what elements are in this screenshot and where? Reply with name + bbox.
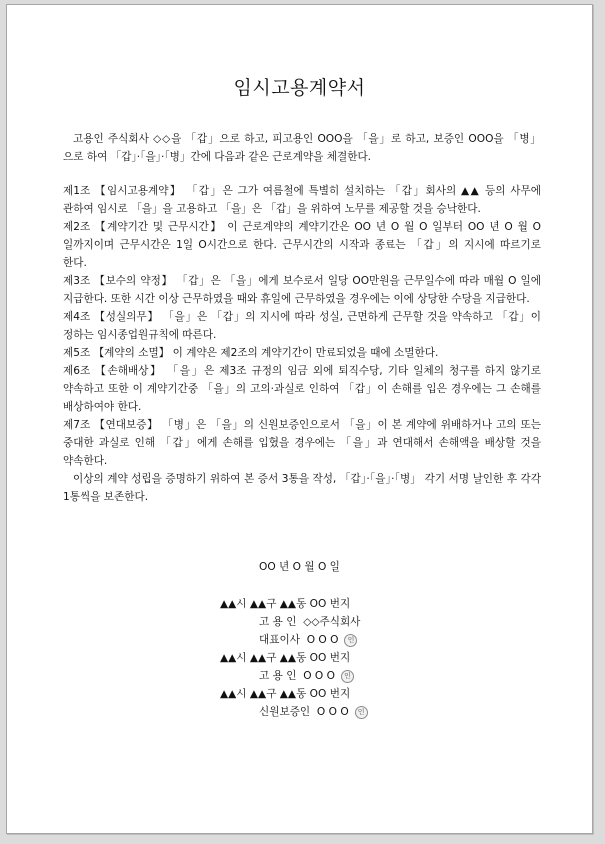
article-4 [63, 308, 541, 344]
article-text: 「을」은 「갑」의 지시에 따라 성실, 근면하게 근무할 것을 약속하고 「갑」이 정하는 임시종업원규칙에 따른다. [63, 311, 541, 341]
employer-line [259, 613, 360, 631]
document-page [6, 4, 593, 834]
representative-label: 대표이사 [259, 634, 300, 646]
article-6 [63, 362, 541, 416]
article-label: 제3조 【보수의 약정】 [63, 275, 173, 287]
seal-icon: 인 [344, 634, 357, 647]
article-text: 이 근로계약의 계약기간은 OO 년 O 월 O 일부터 OO 년 O 월 O 일까지이며 근무시간은 1일 O시간으로 한다. 근무시간의 시작과 종료는 「갑」의 지시에 따르기로 한다. [63, 221, 542, 269]
representative-line [259, 631, 357, 649]
representative-name: O O O [306, 634, 339, 646]
article-text: 「갑」은 「을」에게 보수로서 일당 OO만원을 근무일수에 따라 매월 O 일에 지급한다. 또한 시간 이상 근무하였을 때와 휴일에 근무하였을 경우에는 이에 상당한 수당을 지급한다. [63, 275, 541, 305]
closing-paragraph: 이상의 계약 성립을 증명하기 위하여 본 증서 3통을 작성, 「갑」·「을」·「병」 각기 서명 날인한 후 각각 1통씩을 보존한다. [63, 473, 541, 503]
employer-label: 고 용 인 [259, 616, 297, 628]
article-label: 제4조 【성실의무】 [63, 311, 159, 323]
article-label: 제1조 【임시고용계약】 [63, 185, 182, 197]
seal-icon: 인 [355, 706, 368, 719]
contract-date: OO 년 O 월 O 일 [259, 561, 340, 573]
intro-paragraph: 고용인 주식회사 ◇◇을 「갑」으로 하고, 피고용인 OOO을 「을」로 하고, 보증인 OOO을 「병」으로 하여 「갑」·「을」·「병」간에 다음과 같은 근로계약을 체결한다. [63, 133, 541, 163]
guarantor-label: 신원보증인 [259, 706, 311, 718]
employee-name: O O O [303, 670, 335, 682]
spacer [63, 166, 541, 182]
article-2 [63, 218, 541, 272]
employer-name: ◇◇주식회사 [303, 616, 361, 628]
employer-address: ▲▲시 ▲▲구 ▲▲동 OO 번지 [220, 598, 351, 610]
article-text: 「갑」은 그가 여름철에 특별히 설치하는 「갑」회사의 ▲▲ 등의 사무에 관하여 임시로 「을」을 고용하고 「을」은 「갑」을 위하여 노무를 제공할 것을 승낙한다. [63, 185, 541, 215]
article-label: 제5조 【계약의 소멸】 [63, 347, 170, 359]
article-3 [63, 272, 541, 308]
guarantor-address: ▲▲시 ▲▲구 ▲▲동 OO 번지 [220, 688, 351, 700]
article-label: 제6조 【손해배상】 [63, 365, 163, 377]
article-text: 이 계약은 제2조의 계약기간이 만료되었을 때에 소멸한다. [172, 347, 439, 359]
employee-line [259, 667, 354, 685]
article-5 [63, 344, 541, 362]
article-1 [63, 182, 541, 218]
article-text: 「병」은 「을」의 신원보증인으로서 「을」이 본 계약에 위배하거나 고의 또는 중대한 과실로 인해 「갑」에게 손해를 입혔을 경우에는 「을」과 연대해서 손해액을 배상할 것을 약속한다. [63, 419, 541, 467]
guarantor-name: O O O [316, 706, 349, 718]
employee-label: 고 용 인 [259, 670, 297, 682]
document-title: 임시고용계약서 [233, 77, 366, 99]
guarantor-line [259, 703, 368, 721]
article-label: 제2조 【계약기간 및 근무시간】 [63, 221, 223, 233]
seal-icon: 인 [341, 670, 354, 683]
article-label: 제7조 【연대보증】 [63, 419, 159, 431]
contract-body [63, 130, 541, 506]
article-7 [63, 416, 541, 470]
article-text: 「을」은 제3조 규정의 임금 외에 퇴직수당, 기타 일체의 청구를 하지 않기로 약속하고 또한 이 계약기간중 「을」의 고의·과실로 인하여 「갑」이 손해를 입은 경우에는 그 손해를 배상하여야 한다. [63, 365, 541, 413]
employee-address: ▲▲시 ▲▲구 ▲▲동 OO 번지 [220, 652, 351, 664]
